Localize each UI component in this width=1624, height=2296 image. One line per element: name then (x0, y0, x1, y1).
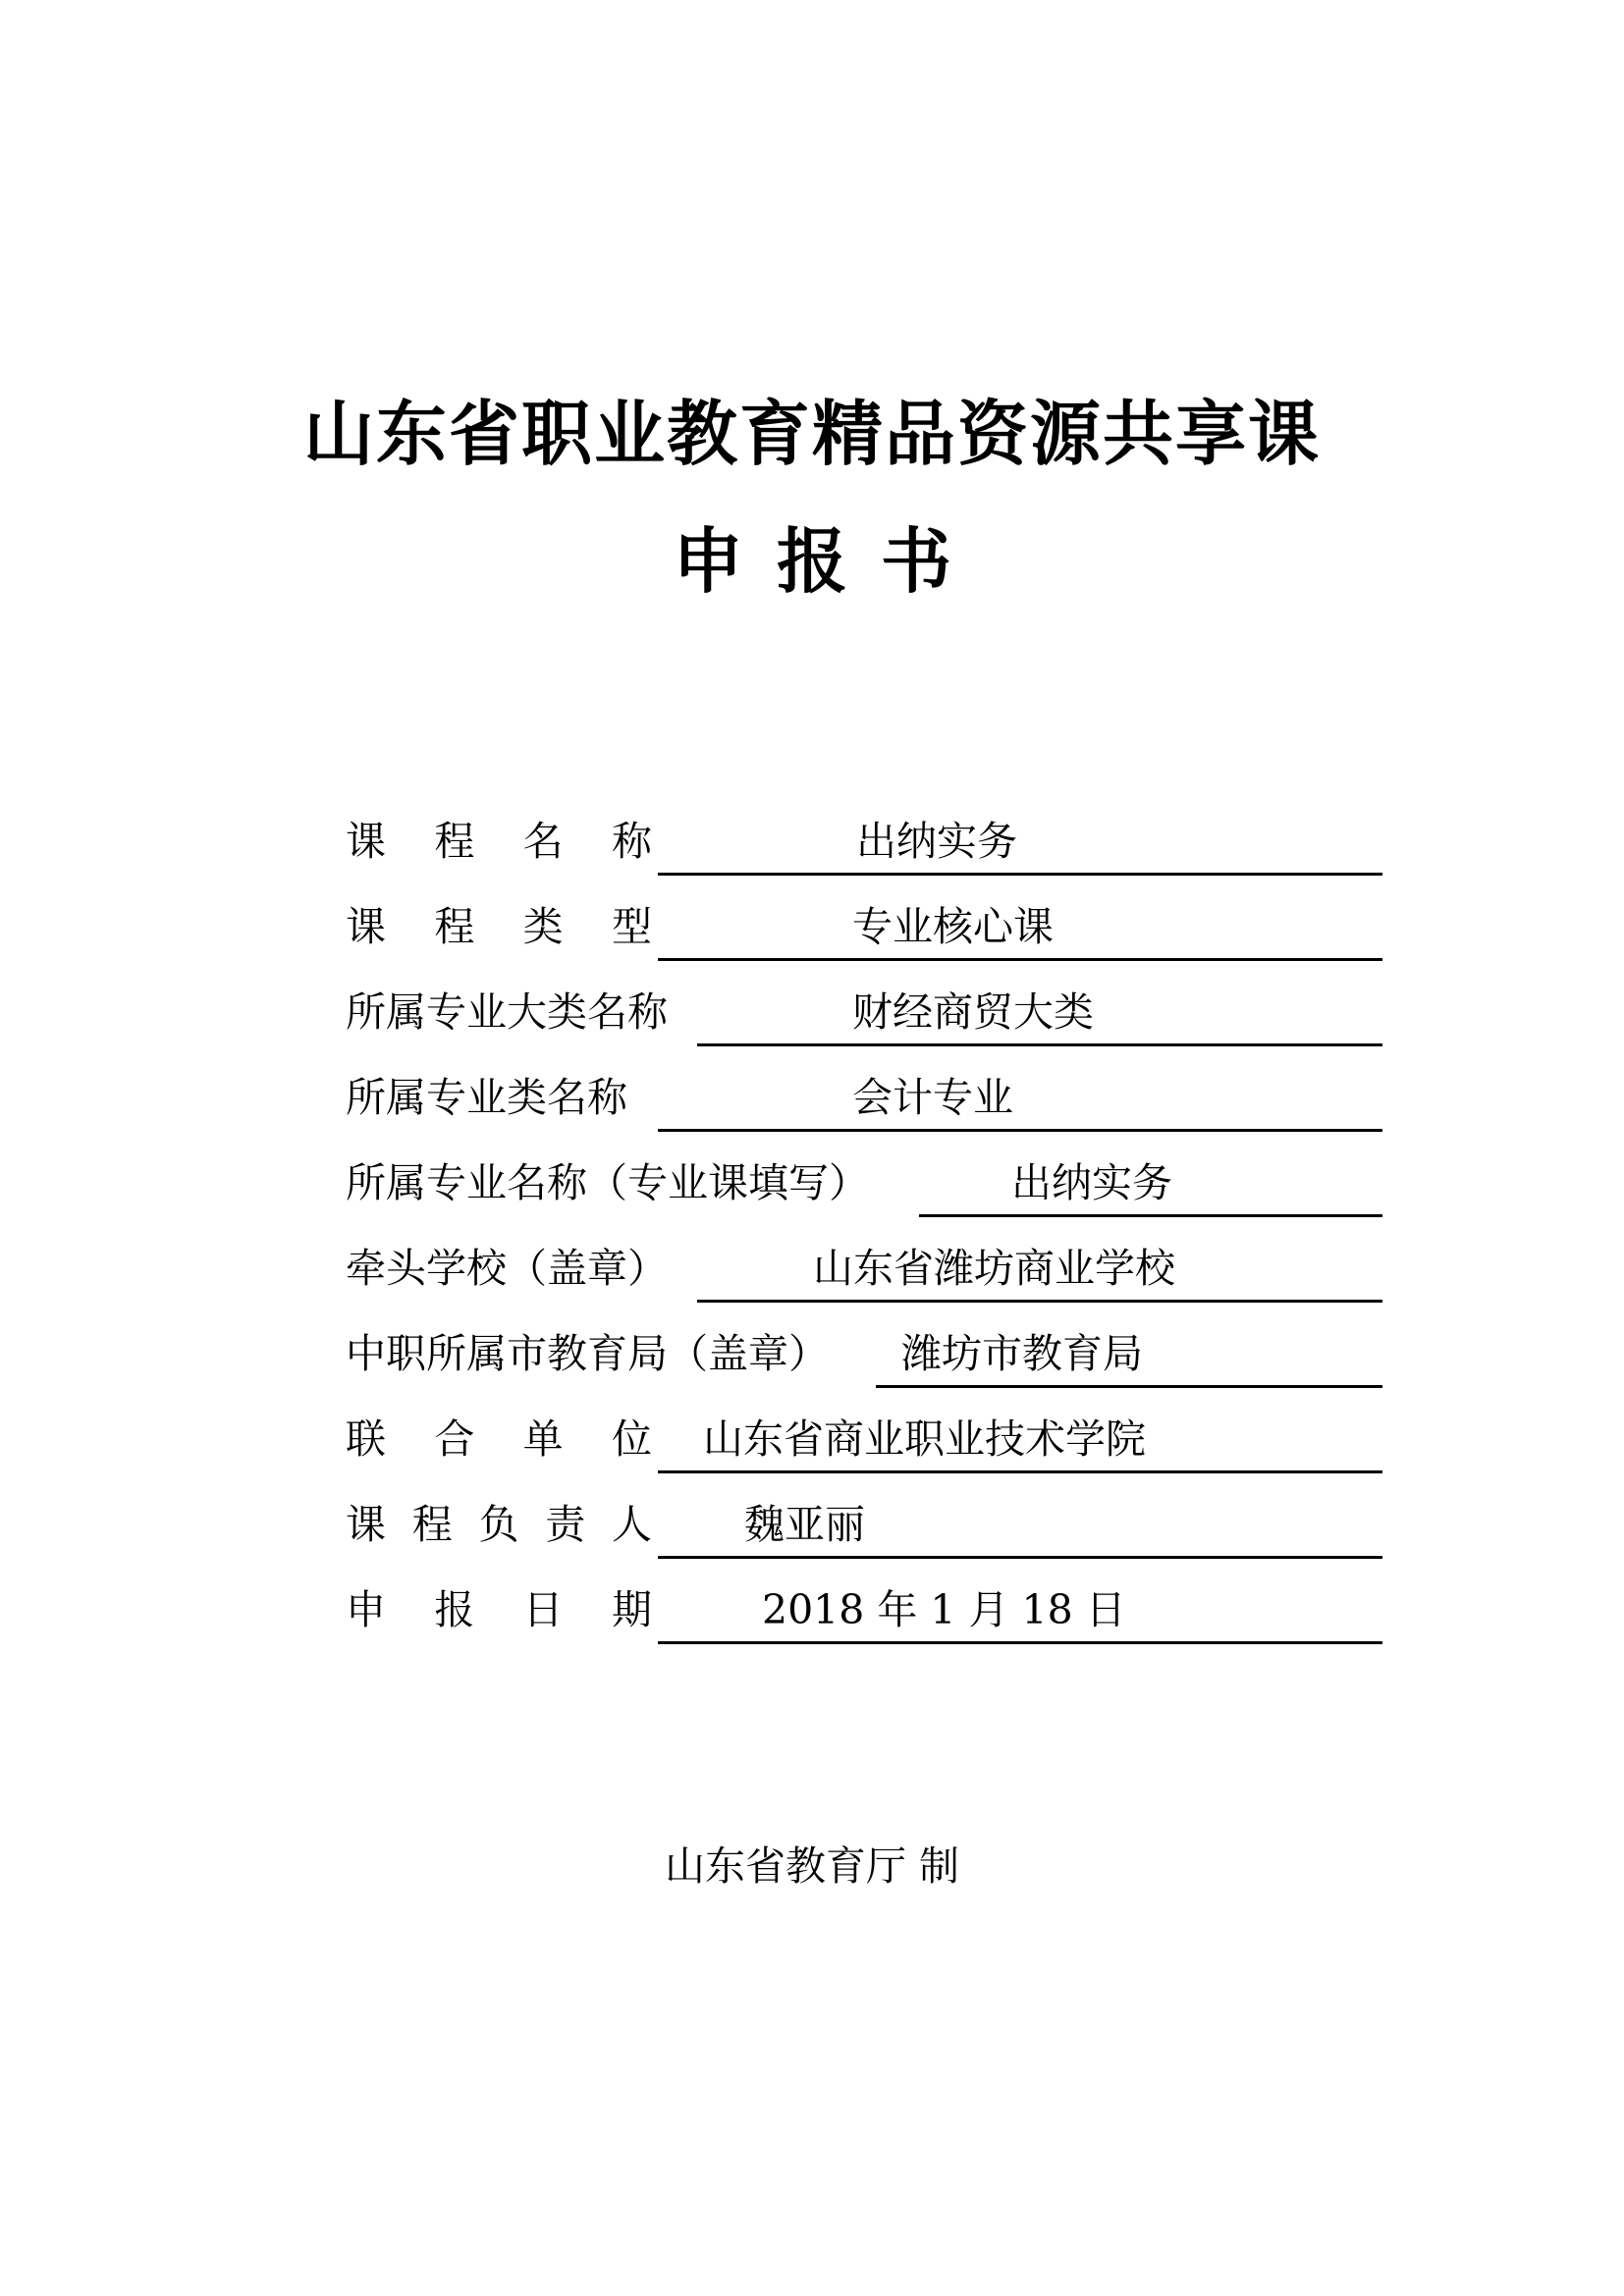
field-value: 会计专业 (852, 1074, 1013, 1121)
field-course-type (346, 892, 1382, 961)
field-value: 出纳实务 (1011, 1159, 1172, 1206)
field-value: 专业核心课 (852, 903, 1054, 950)
field-value: 财经商贸大类 (852, 988, 1094, 1036)
field-major-class (346, 1063, 1382, 1132)
document-title: 山东省职业教育精品资源共享课 (302, 392, 1321, 475)
field-label: 申 报 日 期 (346, 1586, 652, 1633)
field-major-category (346, 978, 1382, 1046)
field-label: 中职所属市教育局（盖章） (346, 1330, 829, 1377)
field-value: 2018 年 1 月 18 日 (762, 1586, 1126, 1633)
field-value: 山东省商业职业技术学院 (703, 1415, 1146, 1463)
field-value: 魏亚丽 (744, 1501, 865, 1548)
document-subtitle: 申报书 (672, 519, 985, 603)
field-label: 课 程 类 型 (346, 903, 652, 950)
field-major-name (346, 1148, 1382, 1217)
field-value: 潍坊市教育局 (901, 1330, 1143, 1377)
field-course-name (346, 807, 1382, 876)
field-label: 牵头学校（盖章） (346, 1245, 668, 1292)
field-value: 山东省潍坊商业学校 (813, 1245, 1175, 1292)
field-label: 所属专业大类名称 (346, 988, 668, 1036)
field-lead-school (346, 1234, 1382, 1303)
field-city-bureau (346, 1319, 1382, 1388)
field-label: 所属专业名称（专业课填写） (346, 1159, 869, 1206)
field-label: 课 程 名 称 (346, 818, 652, 865)
field-partner (346, 1405, 1382, 1473)
field-lead-person (346, 1490, 1382, 1559)
field-label: 课 程 负 责 人 (346, 1501, 652, 1548)
field-apply-date (346, 1575, 1382, 1644)
field-value: 出纳实务 (856, 818, 1017, 865)
issuer-footer: 山东省教育厅 制 (664, 1842, 960, 1890)
field-underline (658, 1063, 1382, 1132)
field-underline (658, 807, 1382, 876)
field-label: 联 合 单 位 (346, 1415, 652, 1463)
field-label: 所属专业类名称 (346, 1074, 627, 1121)
